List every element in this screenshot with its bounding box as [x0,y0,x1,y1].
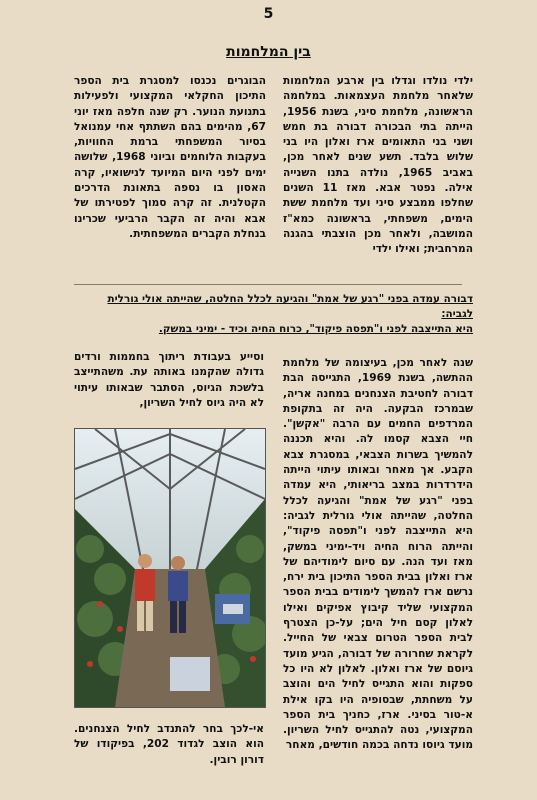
paragraph: שנה לאחר מכן, בעיצומה של מלחמת ההתשה, בשנת 1969, התגייסה הבת דבורה לחטיבת הצנחנים במחנה אריה, שבמרכז הבקעה. היה זה בתקופת המרדפים החמים עם הרבה "אקשן". חיי הצבא קסמו לה. והיא תכננה להמשיך בשרות הצבאי, במסגרת צבא הקבע. אך מאחר ובאותו עיתוי הייתה הידרדרות במצב בריאותי, היא עמדה בפני "רגע של אמת" והגיעה לכלל החלטה, שהייתה אולי גורלית לגביה: היא התייצבה לפני ו"תפסה פיקוד", והייתה הרוח החיה ויד-ימיני במשק, מאז ועד הנה. עם סיום לימודיהם של ארז ואלון בבית הספר התיכון בית ירח, נרשם ארז להמשך לימודים בבית הספר המקצועי שליד קיבוץ אפיקים ואילו לאלון קסם חיל הים; על-כן הצטרף לבית הספר הטרום צבאי של החייל. לקראת שחרורה של דבורה, הגיע מועד גיוסם של ארז ואלון. לאלון לא היו כל ספקות והוא התגייס לחיל הים והוצב על משחתת, שבסופיה היו בקו אילת א-טור בסיני. ארז, כחניך בית הספר המקצועי, נטה להתגייס לחיל השריון. מועד גיוסו נדחה בכמה חודשים, מאחר [283,357,473,752]
column-left-2-bottom [74,722,264,768]
paragraph: הבוגרים נכנסו למסגרת בית הספר התיכון החקלאי המקצועי ולפעילות בתנועת הנוער. רק שנה חלפה מאז יוני 67, מהימים בהם השתתף אחי עמנואל בסיור המשפחתי ברמת החוויות, בעקבות הלוחמים וביוני 1968, שלושה ימים לפני היום המיועד לנישואיו, קרה האסון בו נספה בתאונת הדרכים הקטלנית. זה קרה סמוך לפטירתו של אבא והיה זה הקבר הרביעי שכרינו בנחלת הקברים המשפחתית. [74,75,266,240]
column-left-1 [74,74,266,242]
pull-quote [74,292,473,337]
divider [74,284,462,285]
pull-quote-line-1: דבורה עמדה בפני "רגע של אמת" והגיעה לכלל החלטה, שהייתה אולי גורלית לגביה: [107,293,473,320]
pull-quote-line-2: היא התייצבה לפני ו"תפסה פיקוד", כרוח החיה וכיד - ימיני במשק. [158,323,473,335]
paragraph: אי-לכך בחר להתנדב לחיל הצנחנים. הוא הוצב לגדוד 202, בפיקודו של דורון רובין. [74,723,264,766]
page-number: 5 [263,6,274,22]
column-right-1 [283,74,473,258]
column-right-2 [283,356,473,754]
column-left-2-top [74,350,264,411]
paragraph: ילדי נולדו וגדלו בין ארבע המלחמות שלאחר מלחמת העצמאות. במלחמה הראשונה, מלחמת סיני, בשנת 1956, הייתה בתי הבכורה דבורה בת חמש ושני בני התאומים ארז ואלון היו בני שלוש בלבד. תשע שנים לאחר מכן, באביב 1965, נולדה בתנו השנייה אילה. נפטר אבא. מאז 11 השנים שחלפו ממבצע סיני ועד מלחמת ששת הימים, משפחתי, בראשונה כמא"ז המושבה, ולאחר מכן הוצבתי בהגנה המרחבית; ואילו ילדי [283,75,473,256]
greenhouse-photo [74,428,266,708]
page-title: בין המלחמות [226,44,311,60]
paragraph: וסייע בעבודת ריתוך בחממות ורדים גדולה שהקמנו באותה עת. משהתייצב בלשכת הגיוס, הסתבר שבאותו עיתוי לא היה גיוס לחיל השריון, [74,351,264,409]
